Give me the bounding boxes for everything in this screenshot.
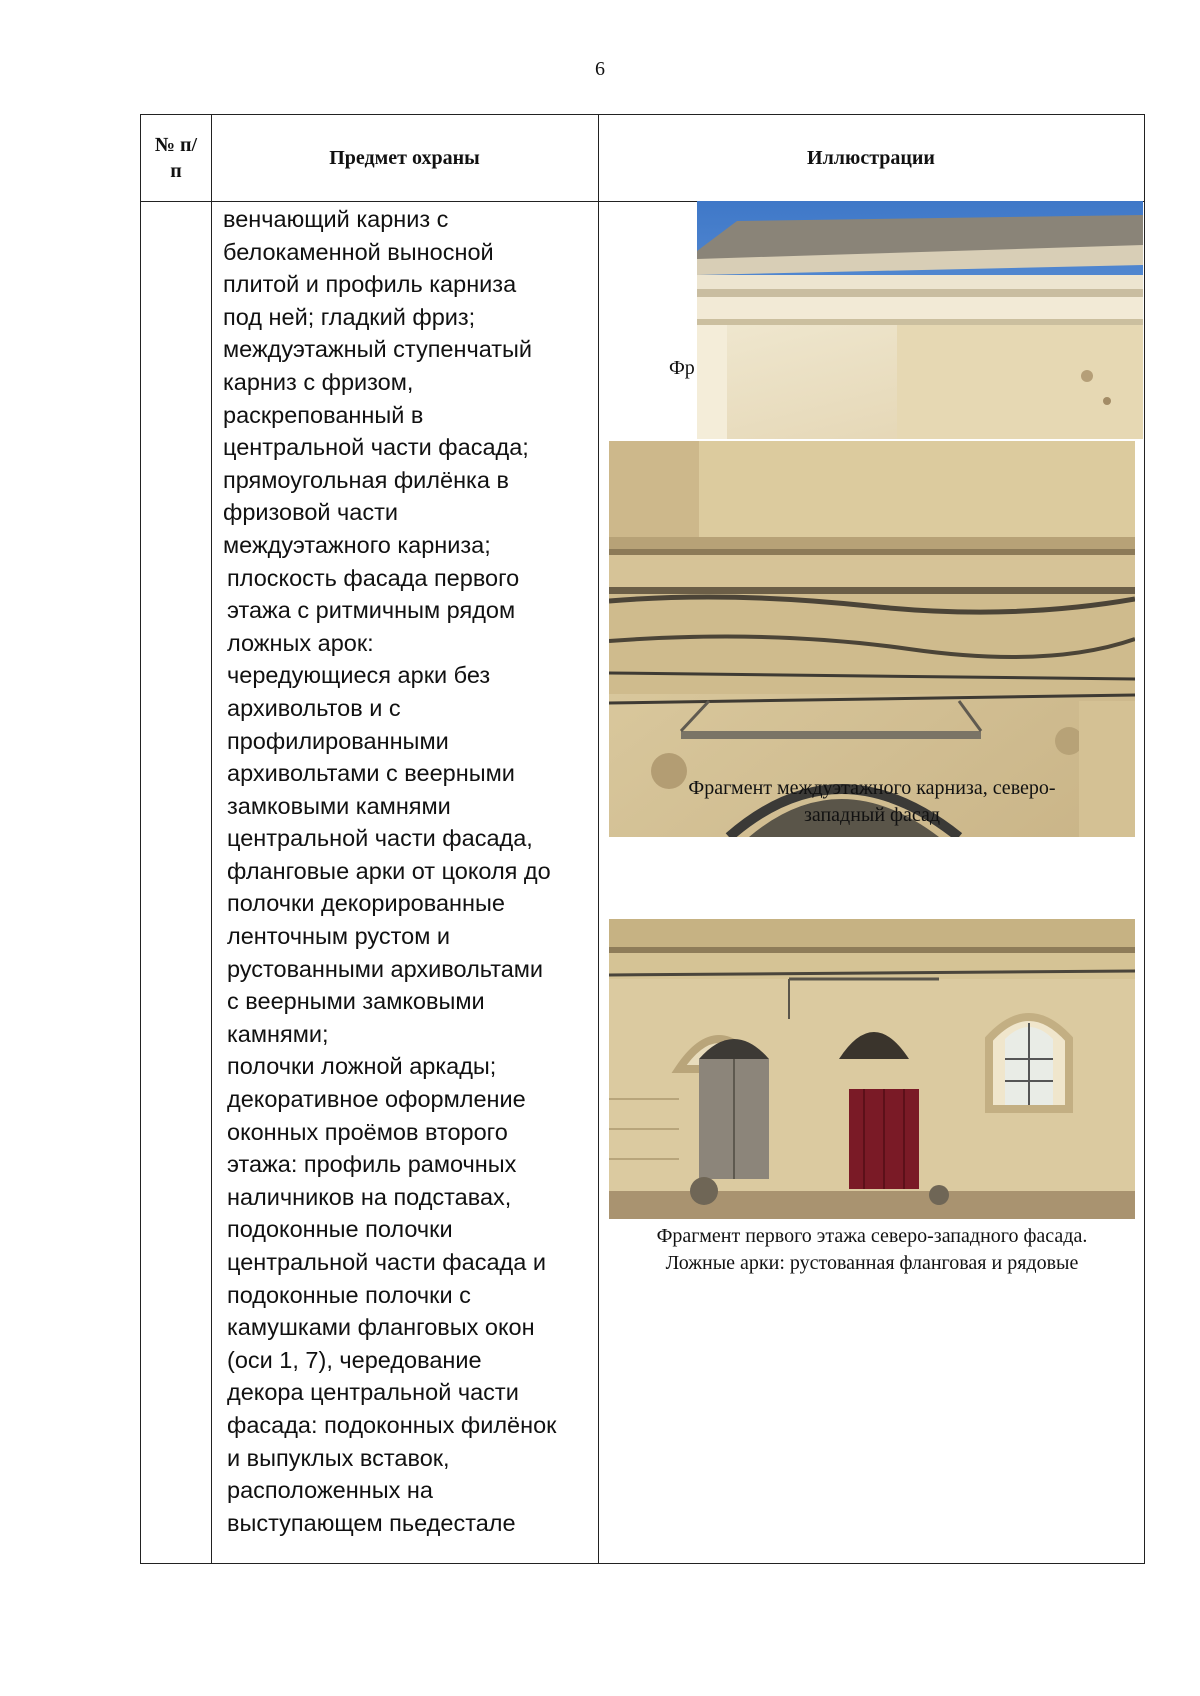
page-number: 6 (595, 58, 605, 80)
subject-line: фризовой части (223, 499, 399, 526)
protection-subject-table (140, 114, 1145, 1564)
overlapped-caption-fragment: Фр (669, 357, 695, 379)
subject-line: ленточным рустом и (227, 923, 451, 950)
first-floor-facade-photo (609, 919, 1135, 1219)
subject-line: фланговые арки от цоколя до (227, 857, 551, 884)
subject-line: наличников на подставах, (227, 1183, 512, 1210)
subject-line: полочки декорированные (227, 890, 505, 917)
caption-line: Фрагмент первого этажа северо-западного фасада. (656, 1225, 1088, 1247)
column-divider (211, 115, 212, 1563)
subject-line: оконных проёмов второго (227, 1118, 508, 1145)
subject-line: архивольтами с веерными (227, 760, 515, 787)
column-header-subject (211, 115, 598, 201)
subject-line: прямоугольная филёнка в (223, 466, 509, 493)
subject-line: венчающий карниз с (223, 206, 449, 232)
column-header-illustrations (598, 115, 1144, 201)
subject-line: и выпуклых вставок, (227, 1444, 450, 1471)
column-divider (598, 115, 599, 1563)
subject-line: (оси 1, 7), чередование (227, 1346, 482, 1373)
subject-line: центральной части фасада, (227, 825, 533, 852)
subject-line: ложных арок: (227, 629, 374, 656)
subject-line: замковыми камнями (227, 792, 451, 819)
column-header-number (141, 115, 211, 201)
column-header-subject-text: Предмет охраны (329, 147, 480, 169)
subject-line: этажа с ритмичным рядом (227, 597, 516, 624)
subject-line: чередующиеся арки без (227, 662, 491, 689)
subject-line: камнями; (227, 1020, 329, 1047)
cornice-corner-photo (697, 201, 1143, 439)
subject-line: белокаменной выносной (223, 238, 494, 265)
subject-line: плитой и профиль карниза (223, 271, 517, 298)
subject-line: декора центральной части (227, 1379, 519, 1406)
protection-subject-text (223, 203, 593, 1539)
column-header-number-text: № п/п (154, 134, 198, 182)
caption-line: Ложные арки: рустованная фланговая и рядовые (665, 1252, 1079, 1274)
interfloor-cornice-caption (599, 775, 1145, 829)
subject-line: камушками фланговых окон (227, 1314, 535, 1341)
subject-line: междуэтажный ступенчатый (223, 336, 533, 363)
subject-line: междуэтажного карниза; (223, 531, 491, 558)
subject-line: центральной части фасада и (227, 1249, 546, 1275)
subject-line: декоративное оформление (227, 1086, 526, 1113)
subject-line: этажа: профиль рамочных (227, 1151, 517, 1178)
subject-line: расположенных на (227, 1477, 433, 1504)
subject-line: под ней; гладкий фриз; (223, 303, 476, 330)
subject-line: плоскость фасада первого (227, 564, 520, 591)
subject-line: профилированными (227, 727, 449, 754)
column-header-illustrations-text: Иллюстрации (807, 147, 935, 169)
first-floor-facade-image (609, 919, 1135, 1219)
subject-line: выступающем пьедестале (227, 1509, 516, 1536)
first-floor-facade-caption (599, 1223, 1145, 1277)
caption-line: западный фасад (803, 804, 941, 826)
subject-line: подоконные полочки (227, 1216, 453, 1243)
subject-line: подоконные полочки с (227, 1281, 471, 1308)
subject-line: полочки ложной аркады; (227, 1053, 497, 1080)
subject-line: фасада: подоконных филёнок (227, 1411, 557, 1438)
subject-line: раскрепованный в (223, 401, 424, 428)
subject-line: карниз с фризом, (223, 368, 414, 395)
subject-line: с веерными замковыми (227, 988, 485, 1015)
caption-line: Фрагмент междуэтажного карниза, северо- (688, 777, 1056, 799)
subject-line: архивольтов и с (227, 694, 401, 721)
subject-line: рустованными архивольтами (227, 955, 544, 982)
subject-line: центральной части фасада; (223, 434, 529, 461)
cornice-corner-image (697, 201, 1143, 439)
